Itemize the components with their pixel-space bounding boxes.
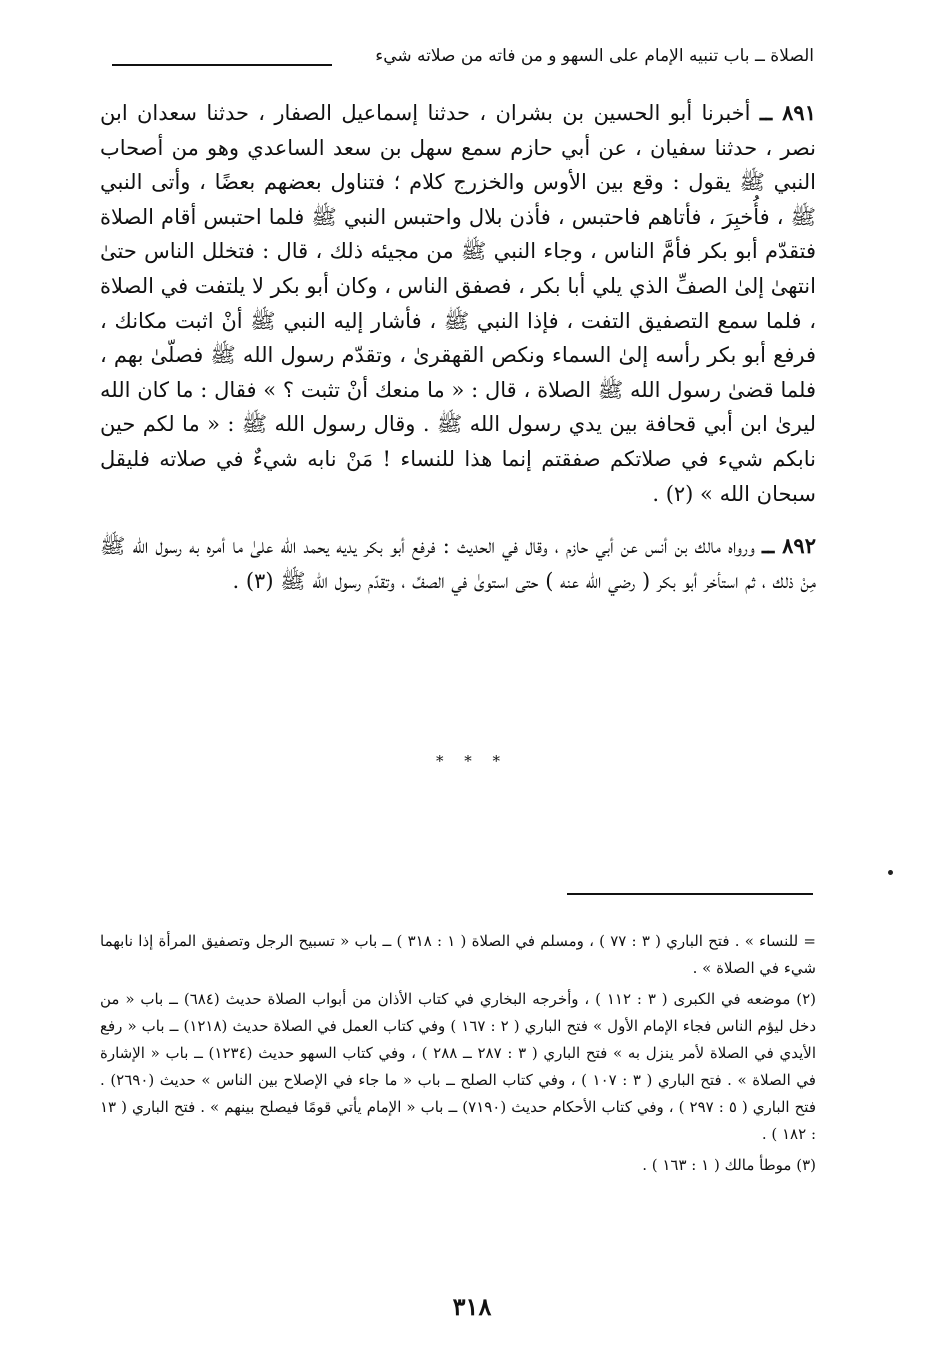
- footnote-rule: [567, 893, 813, 895]
- main-text: [100, 96, 816, 616]
- hadith-number: ٨٩١ ــ: [759, 100, 816, 125]
- hadith-891: [100, 96, 816, 511]
- hadith-text: ورواه مالك بن أنس عن أبي حازم ، وقال في الحديث : فرفع أبو بكر يديه يحمد الله علىٰ ما أمره به رسول الله ﷺ مِنْ ذلك ، ثم استأخر أبو بكر ( رضي الله عنه ) حتى استوىٰ في الصفِّ ، وتقدّم رسول الله ﷺ (٣) .: [100, 534, 816, 593]
- hadith-892: [100, 529, 816, 598]
- section-separator: * * *: [435, 752, 509, 770]
- footnote-continued: = للنساء » . فتح الباري ( ٣ : ٧٧ ) ، ومسلم في الصلاة ( ١ : ٣١٨ ) ــ باب « تسبيح الرجل وتصفيق المرأة إذا نابهما شيء في الصلاة » .: [100, 932, 816, 977]
- running-header: [100, 40, 814, 80]
- footnote-3: (٣) موطأ مالك ( ١ : ١٦٣ ) .: [642, 1156, 816, 1174]
- header-title: الصلاة ــ باب تنبيه الإمام على السهو و من فاته من صلاته شيء: [375, 46, 814, 66]
- footnote-2: (٢) موضعه في الكبرى ( ٣ : ١١٢ ) ، وأخرجه البخاري في كتاب الأذان من أبواب الصلاة حديث (٦٨٤) ــ باب « من دخل ليؤم الناس فجاء الإمام الأول » فتح الباري ( ٢ : ١٦٧ ) وفي كتاب العمل في الصلاة حديث (١٢١٨) ــ باب « رفع الأيدي في الصلاة لأمر ينزل به » فتح الباري ( ٣ : ٢٨٧ ــ ٢٨٨ ) ، وفي كتاب السهو حديث (١٢٣٤) ــ باب « الإشارة في الصلاة » . فتح الباري ( ٣ : ١٠٧ ) ، وفي كتاب الصلح ــ باب « ما جاء في الإصلاح بين الناس » حديث (٢٦٩٠) . فتح الباري ( ٥ : ٢٩٧ ) ، وفي كتاب الأحكام حديث (٧١٩٠) ــ باب « الإمام يأتي قومًا فيصلح بينهم » . فتح الباري ( ١٣ : ١٨٢ ) .: [100, 990, 817, 1143]
- footnotes: [100, 928, 816, 1183]
- hadith-number: ٨٩٢ ــ: [762, 533, 816, 559]
- header-rule: [112, 64, 332, 66]
- margin-dot: [888, 870, 893, 875]
- hadith-text: أخبرنا أبو الحسين بن بشران ، حدثنا إسماعيل الصفار ، حدثنا سعدان ابن نصر ، حدثنا سفيان ، عن أبي حازم سمع سهل بن سعد الساعدي وهو من أصحاب النبي ﷺ يقول : وقع بين الأوس والخزرج كلام ؛ فتناول بعضهم بعضًا ، وأتى النبي ﷺ ، فأُخبِرَ ، فأتاهم فاحتبس ، فأذن بلال واحتبس النبي ﷺ فلما احتبس أقام الصلاة فتقدّم أبو بكر فأمَّ الناس ، وجاء النبي ﷺ من مجيئه ذلك ، قال : فتخلل الناس حتىٰ انتهىٰ إلىٰ الصفِّ الذي يلي أبا بكر ، فصفق الناس ، وكان أبو بكر لا يلتفت في الصلاة ، فلما سمع التصفيق التفت ، فإذا النبي ﷺ ، فأشار إليه النبي ﷺ أنْ اثبت مكانك ، فرفع أبو بكر رأسه إلىٰ السماء ونكص القهقرىٰ ، وتقدّم رسول الله ﷺ فصلّىٰ بهم ، فلما قضىٰ رسول الله ﷺ الصلاة ، قال : « ما منعك أنْ تثبت ؟ » فقال : ما كان الله ليرىٰ ابن أبي قحافة بين يدي رسول الله ﷺ . وقال رسول الله ﷺ : « ما لكم حين نابكم شيء في صلاتكم صفقتم إنما هذا للنساء ! مَنْ نابه شيءٌ في صلاته فليقل سبحان الله » (٢) .: [100, 101, 816, 506]
- page-number: ٣١٨: [452, 1292, 492, 1321]
